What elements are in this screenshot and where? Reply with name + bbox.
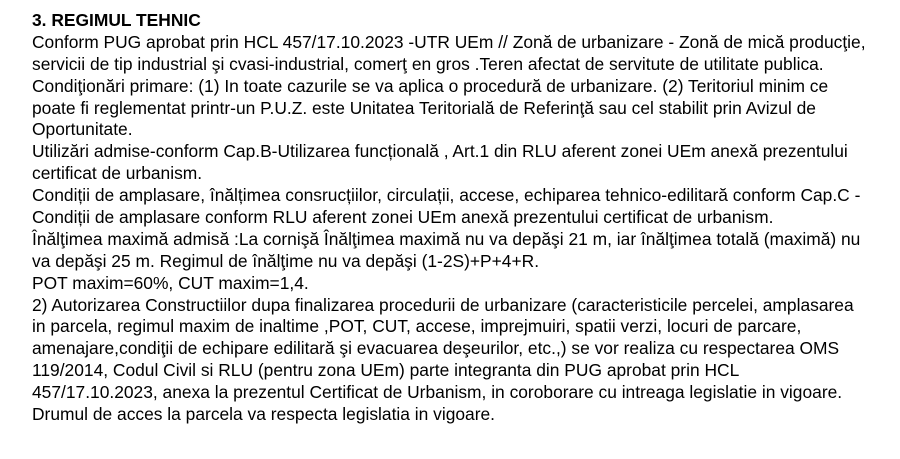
text-line-access-road: Drumul de acces la parcela va respecta legislatia in vigoare. bbox=[32, 404, 496, 425]
section-heading: 3. REGIMUL TEHNIC bbox=[32, 10, 201, 30]
text-line-certificate: certificat de urbanism. bbox=[32, 163, 203, 184]
text-line-civil-code: 119/2014, Codul Civil si RLU (pentru zona UEm) parte integranta din PUG aprobat prin HCL bbox=[32, 360, 740, 381]
text-line-placement-rlu: Condiții de amplasare conform RLU aferent zonei UEm anexă prezentului certificat de urbanism. bbox=[32, 207, 774, 228]
text-line-pug-reference: Conform PUG aprobat prin HCL 457/17.10.2023 -UTR UEm // Zonă de urbanizare - Zonă de mică producţie, bbox=[32, 31, 866, 52]
text-line-opportunity: Oportunitate. bbox=[32, 119, 133, 140]
text-line-height-regime: va depăşi 25 m. Regimul de înălţime nu va depăşi (1-2S)+P+4+R. bbox=[32, 250, 540, 271]
text-line-authorization: 2) Autorizarea Constructiilor dupa finalizarea procedurii de urbanizare (caracteristicile percelei, amplasarea bbox=[32, 294, 854, 315]
text-line-utilities: amenajare,condiţii de echipare edilitară şi evacuarea deşeurilor, etc.,) se vor realiza cu respectarea OMS bbox=[32, 338, 840, 359]
text-line-annex: 457/17.10.2023, anexa la prezentul Certificat de Urbanism, in coroborare cu intreaga legislatie in vigoare. bbox=[32, 382, 843, 403]
text-line-parcel-details: in parcela, regimul maxim de inaltime ,POT, CUT, accese, imprejmuiri, spatii verzi, locuri de parcare, bbox=[32, 316, 802, 337]
text-line-max-height: Înălţimea maximă admisă :La cornişă Înălţimea maximă nu va depăşi 21 m, iar înălţimea totală (maximă) nu bbox=[32, 228, 861, 249]
document-section-regim-tehnic bbox=[32, 10, 892, 426]
text-line-pot-cut: POT maxim=60%, CUT maxim=1,4. bbox=[32, 272, 309, 293]
text-line-permitted-uses: Utilizări admise-conform Cap.B-Utilizarea funcțională , Art.1 din RLU aferent zonei UEm anexă prezentului bbox=[32, 141, 848, 162]
text-line-services: servicii de tip industrial şi cvasi-industrial, comerţ en gros .Teren afectat de servitute de utilitate publica. bbox=[32, 53, 824, 74]
text-line-placement-conditions: Condiții de amplasare, înălțimea consrucțiilor, circulații, accese, echiparea tehnico-edilitară conform Cap.C - bbox=[32, 185, 861, 206]
text-line-puz-territory: poate fi reglementat printr-un P.U.Z. este Unitatea Teritorială de Referinţă sau cel stabilit prin Avizul de bbox=[32, 97, 816, 118]
text-line-primary-conditions: Condiţionări primare: (1) In toate cazurile se va aplica o procedură de urbanizare. (2) Teritoriul minim ce bbox=[32, 75, 829, 96]
